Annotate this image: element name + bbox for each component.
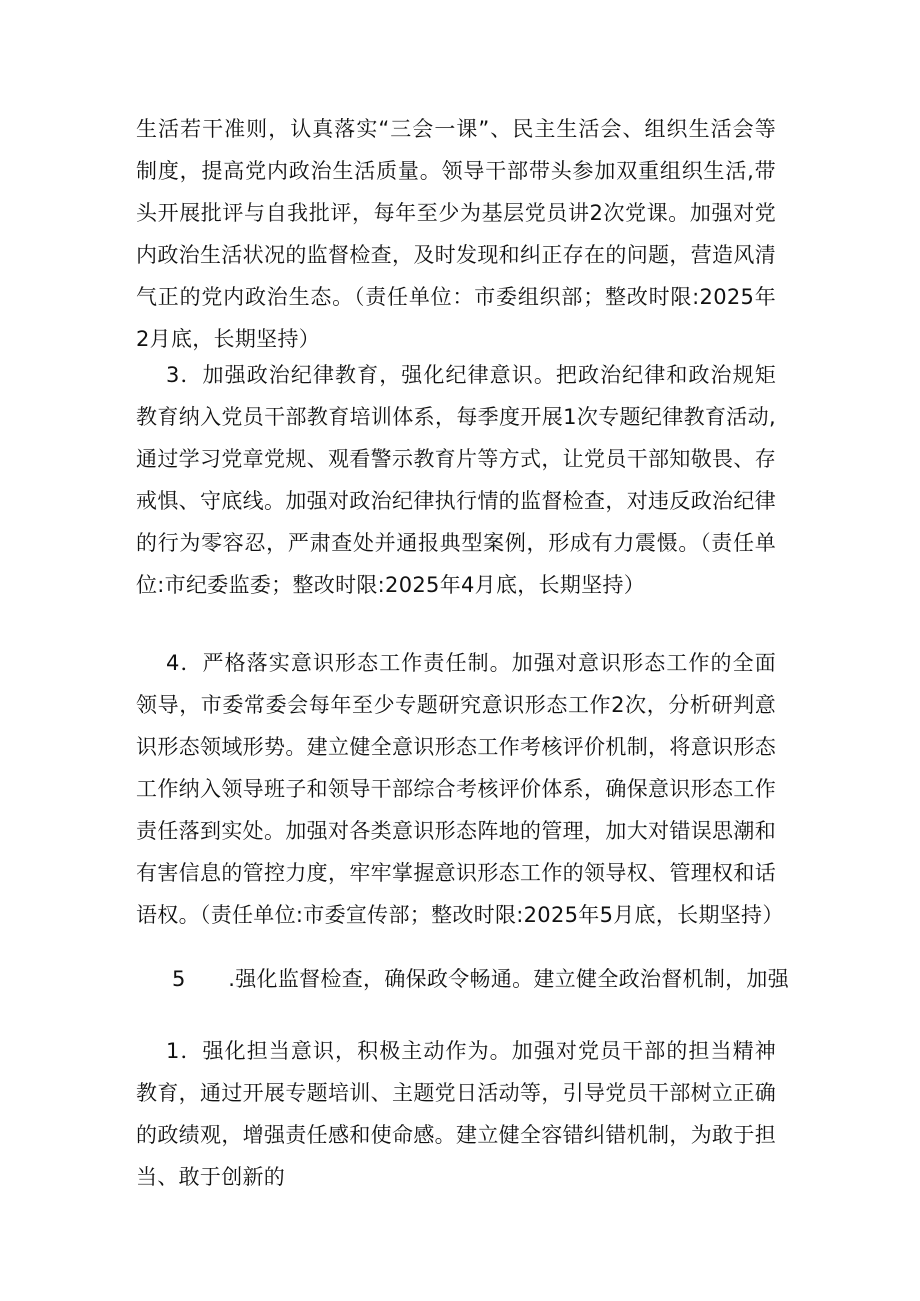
paragraph-party-life-rules: 生活若干准则，认真落实“三会一课”、民主生活会、组织生活会等制度，提高党内政治生活质量。领导干部带头参加双重组织生活,带头开展批评与自我批评，每年至少为基层党员讲2次党课。加强对党内政治生活状况的监督检查，及时发现和纠正存在的问题，营造风清气正的党内政治生态。（责任单位：市委组织部；整改时限:2025年2月底，长期坚持）	[136, 117, 776, 351]
paragraph-responsibility-awareness: 1．强化担当意识，积极主动作为。加强对党员干部的担当精神教育，通过开展专题培训、主题党日活动等，引导党员干部树立正确的政绩观，增强责任感和使命感。建立健全容错纠错机制，为敢于担当、敢于创新的	[136, 1039, 776, 1189]
paragraph-ideology-responsibility: 4．严格落实意识形态工作责任制。加强对意识形态工作的全面领导，市委常委会每年至少专题研究意识形态工作2次，分析研判意识形态领域形势。建立健全意识形态工作考核评价机制，将意识形态工作纳入领导班子和领导干部综合考核评价体系，确保意识形态工作责任落到实处。加强对各类意识形态阵地的管理，加大对错误思潮和有害信息的管控力度，牢牢掌握意识形态工作的领导权、管理权和话语权。（责任单位:市委宣传部；整改时限:2025年5月底，长期坚持）	[136, 651, 784, 927]
paragraph-political-discipline: 3．加强政治纪律教育，强化纪律意识。把政治纪律和政治规矩教育纳入党员干部教育培训体系，每季度开展1次专题纪律教育活动,通过学习党章党规、观看警示教育片等方式，让党员干部知敬畏、存戒惧、守底线。加强对政治纪律执行情的监督检查，对违反政治纪律的行为零容忍，严肃查处并通报典型案例，形成有力震慑。（责任单位:市纪委监委；整改时限:2025年4月底，长期坚持）	[136, 363, 776, 597]
paragraph-supervision-heading: 5 .强化监督检查，确保政令畅通。建立健全政治督机制，加强	[172, 967, 790, 991]
